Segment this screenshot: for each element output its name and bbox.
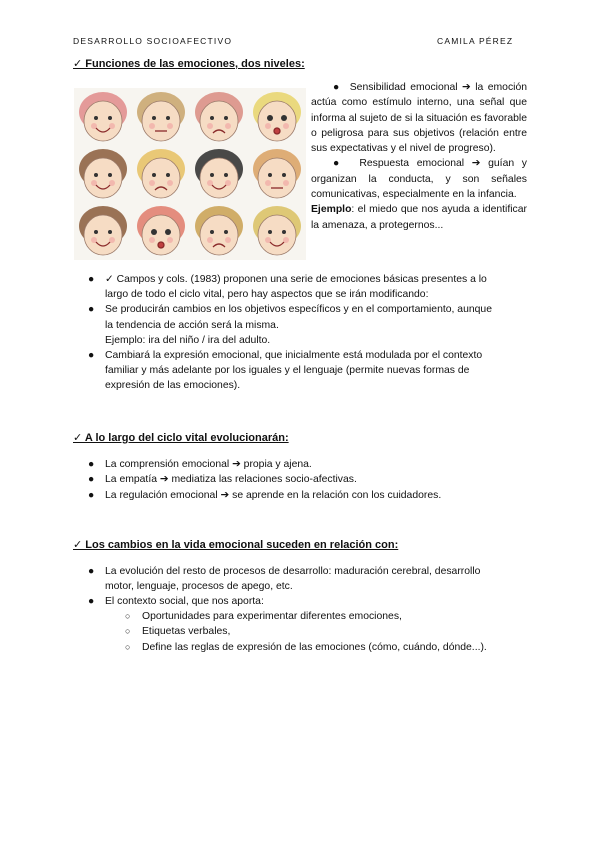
section-title-functions: ✓ Funciones de las emociones, dos niveles: bbox=[73, 58, 305, 70]
bullet-line: la tendencia de acción será la misma. bbox=[105, 319, 279, 331]
example-text: Ejemplo: el miedo que nos ayuda a identificar la amenaza, a protegernos... bbox=[311, 204, 527, 231]
bullet-dot: ● bbox=[88, 489, 95, 501]
bullet-dot: ● bbox=[88, 474, 95, 486]
bullet-dot: ● bbox=[88, 350, 95, 361]
bullet-line: motor, lenguaje, procesos de apego, etc. bbox=[105, 581, 293, 593]
bullet-dot: ● bbox=[88, 274, 95, 285]
bullet-dot: ● bbox=[88, 596, 95, 608]
bullet-line: Se producirán cambios en los objetivos específicos y en el comportamiento, aunque bbox=[105, 304, 492, 316]
bullet-line: La empatía ➔ mediatiza las relaciones socio-afectivas. bbox=[105, 474, 357, 486]
header-subject: DESARROLLO SOCIOAFECTIVO bbox=[73, 36, 233, 46]
bullet-line: Oportunidades para experimentar diferentes emociones, bbox=[142, 611, 402, 622]
bullet-line: Cambiará la expresión emocional, que inicialmente está modulada por el contexto bbox=[105, 350, 483, 361]
bullet-line: expresión de las emociones). bbox=[105, 380, 241, 392]
bullet-line: Etiquetas verbales, bbox=[142, 626, 231, 638]
bullet-line: Ejemplo: ira del niño / ira del adulto. bbox=[105, 334, 271, 346]
function-item-sensibilidad: ● Sensibilidad emocional ➔ la emoción actúa como estímulo interno, una señal que informa al sujeto de si la situación es favorable o peligrosa para sus objetivos (relación entre sus expectativas y el nivel de progreso). bbox=[311, 82, 528, 155]
bullet-line: ✓ Campos y cols. (1983) proponen una serie de emociones básicas presentes a lo bbox=[105, 274, 487, 285]
bullet-dot: ○ bbox=[125, 611, 131, 621]
bullet-line: La comprensión emocional ➔ propia y ajena. bbox=[105, 459, 312, 470]
bullet-line: largo de todo el ciclo vital, pero hay aspectos que se irán modificando: bbox=[105, 289, 429, 301]
bullet-dot: ○ bbox=[125, 641, 131, 652]
bullet-line: La evolución del resto de procesos de desarrollo: maduración cerebral, desarrollo bbox=[105, 566, 481, 577]
functions-text-block bbox=[311, 80, 527, 233]
section-title-changes: ✓ Los cambios en la vida emocional suceden en relación con: bbox=[73, 539, 399, 551]
bullet-line: familiar y más adelante por los iguales y el lenguaje (permite nuevas formas de bbox=[105, 365, 470, 377]
bullet-line: El contexto social, que nos aporta: bbox=[105, 596, 264, 608]
section-title-lifecycle: ✓ A lo largo del ciclo vital evolucionarán: bbox=[73, 432, 289, 444]
header-author: CAMILA PÉREZ bbox=[437, 36, 514, 46]
function-item-respuesta: ● Respuesta emocional ➔ guían y organizan la conducta, y son señales comunicativas, especialmente en la infancia. bbox=[311, 158, 527, 201]
bullet-dot: ● bbox=[88, 566, 95, 577]
children-faces-illustration bbox=[74, 88, 306, 260]
bullet-line: Define las reglas de expresión de las emociones (cómo, cuándo, dónde...). bbox=[142, 641, 487, 653]
bullet-line: La regulación emocional ➔ se aprende en la relación con los cuidadores. bbox=[105, 489, 442, 501]
bullet-dot: ● bbox=[88, 459, 95, 470]
bullet-dot: ○ bbox=[125, 626, 131, 637]
bullet-dot: ● bbox=[88, 304, 95, 316]
